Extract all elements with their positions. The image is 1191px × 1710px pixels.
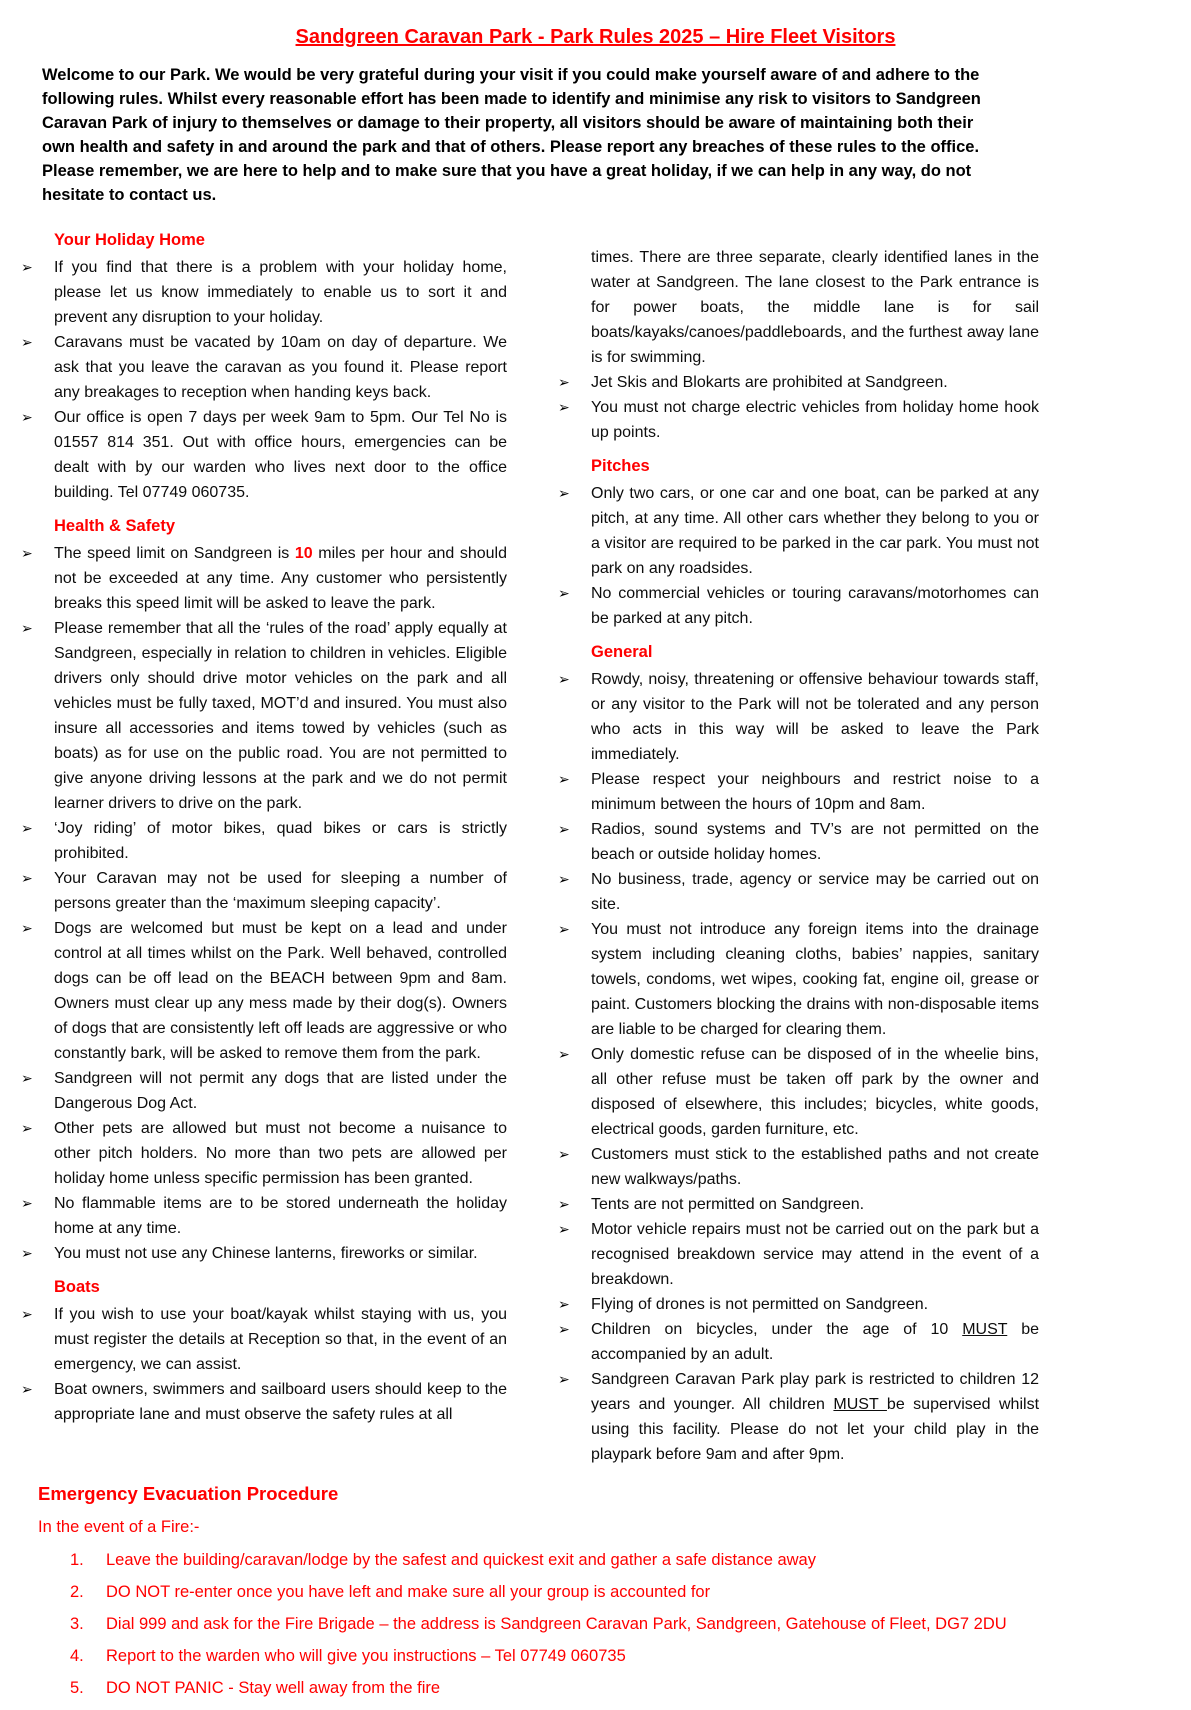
arrow-bullet-icon: ➢: [21, 920, 33, 936]
fire-note: In the event of a Fire:-: [38, 1518, 200, 1536]
step-number: 2.: [70, 1583, 84, 1601]
rule-item: [20, 616, 507, 816]
step-text: Dial 999 and ask for the Fire Brigade – the address is Sandgreen Caravan Park, Sandgreen, Gatehouse of Fleet, DG7 2DU: [106, 1615, 1007, 1633]
step-number: 1.: [70, 1551, 84, 1569]
section-heading: General: [591, 643, 653, 661]
rule-item: [557, 370, 1039, 395]
evacuation-steps: [70, 1549, 1191, 1699]
arrow-bullet-icon: ➢: [558, 1046, 570, 1062]
arrow-bullet-icon: ➢: [558, 821, 570, 837]
section-heading: Pitches: [591, 457, 650, 475]
rule-item: [20, 1116, 507, 1191]
rule-text: Flying of drones is not permitted on Sandgreen.: [591, 1296, 929, 1313]
rule-text: times. There are three separate, clearly identified lanes in the water at Sandgreen. The lane closest to the Park entrance is for power boats, the middle lane is for sail boats/kayaks/canoes/paddleboards, and the furthest away lane is for swimming.: [591, 249, 1039, 366]
arrow-bullet-icon: ➢: [558, 485, 570, 501]
arrow-bullet-icon: ➢: [558, 1321, 570, 1337]
arrow-bullet-icon: ➢: [21, 545, 33, 561]
arrow-bullet-icon: ➢: [21, 820, 33, 836]
step-number: 3.: [70, 1615, 84, 1633]
arrow-bullet-icon: ➢: [21, 334, 33, 350]
emergency-heading: Emergency Evacuation Procedure: [38, 1483, 339, 1504]
rule-text: Motor vehicle repairs must not be carried out on the park but a recognised breakdown service may attend in the event of a breakdown.: [591, 1221, 1039, 1288]
step-text: Report to the warden who will give you instructions – Tel 07749 060735: [106, 1647, 626, 1665]
rule-text: You must not charge electric vehicles from holiday home hook up points.: [591, 399, 1039, 441]
rule-text: Radios, sound systems and TV’s are not permitted on the beach or outside holiday homes.: [591, 821, 1039, 863]
section-heading: Your Holiday Home: [54, 231, 205, 249]
arrow-bullet-icon: ➢: [21, 1120, 33, 1136]
rule-item: [20, 816, 507, 866]
section-heading: Boats: [54, 1278, 100, 1296]
arrow-bullet-icon: ➢: [21, 1381, 33, 1397]
rule-item: [20, 405, 507, 505]
rule-item: [557, 581, 1039, 631]
rule-continuation: [557, 245, 1039, 370]
evacuation-step: [70, 1581, 1191, 1603]
document-page: [0, 26, 1191, 1710]
rule-text: Boat owners, swimmers and sailboard users should keep to the appropriate lane and must observe the safety rules at all: [54, 1381, 507, 1423]
arrow-bullet-icon: ➢: [558, 399, 570, 415]
arrow-bullet-icon: ➢: [558, 1371, 570, 1387]
rule-item: [557, 1192, 1039, 1217]
rule-text: Our office is open 7 days per week 9am to 5pm. Our Tel No is 01557 814 351. Out with office hours, emergencies can be dealt with by our warden who lives next door to the office building. Tel 07749 060735.: [54, 409, 507, 501]
rule-text: The speed limit on Sandgreen is 10 miles per hour and should not be exceeded at any time. Any customer who persistently breaks this speed limit will be asked to leave the park.: [54, 545, 507, 612]
arrow-bullet-icon: ➢: [558, 585, 570, 601]
arrow-bullet-icon: ➢: [558, 1221, 570, 1237]
step-number: 5.: [70, 1679, 84, 1697]
rule-text: No commercial vehicles or touring caravans/motorhomes can be parked at any pitch.: [591, 585, 1039, 627]
rule-text: Tents are not permitted on Sandgreen.: [591, 1196, 865, 1213]
rule-text: No business, trade, agency or service may be carried out on site.: [591, 871, 1039, 913]
rule-text: Other pets are allowed but must not become a nuisance to other pitch holders. No more than two pets are allowed per holiday home unless specific permission has been granted.: [54, 1120, 507, 1187]
rule-item: [557, 817, 1039, 867]
rule-text: Dogs are welcomed but must be kept on a lead and under control at all times whilst on the Park. Well behaved, controlled dogs can be off lead on the BEACH between 9pm and 8am. Owners must clear up any mess made by their dog(s). Owners of dogs that are consistently left off leads are aggressive or who constantly bark, will be asked to remove them from the park.: [54, 920, 507, 1062]
intro-paragraph: Welcome to our Park. We would be very grateful during your visit if you could make yourself aware of and adhere to the following rules. Whilst every reasonable effort has been made to identify and minimise any risk to visitors to Sandgreen Caravan Park of injury to themselves or damage to their property, all visitors should be aware of maintaining both their own health and safety in and around the park and that of others. Please report any breaches of these rules to the office. Please remember, we are here to help and to make sure that you have a great holiday, if we can help in any way, do not hesitate to contact us.: [42, 66, 981, 204]
rule-item: [20, 1066, 507, 1116]
rule-text: Jet Skis and Blokarts are prohibited at Sandgreen.: [591, 374, 948, 391]
rule-text: No flammable items are to be stored underneath the holiday home at any time.: [54, 1195, 507, 1237]
evacuation-step: [70, 1549, 1191, 1571]
rule-item: [557, 481, 1039, 581]
rule-item: [20, 330, 507, 405]
rule-item: [557, 767, 1039, 817]
rule-item: [557, 667, 1039, 767]
rule-text: Customers must stick to the established paths and not create new walkways/paths.: [591, 1146, 1039, 1188]
right-column: [557, 219, 1039, 1467]
rule-item: [557, 867, 1039, 917]
arrow-bullet-icon: ➢: [558, 771, 570, 787]
step-text: Leave the building/caravan/lodge by the safest and quickest exit and gather a safe distance away: [106, 1551, 816, 1569]
arrow-bullet-icon: ➢: [558, 921, 570, 937]
arrow-bullet-icon: ➢: [21, 1306, 33, 1322]
step-number: 4.: [70, 1647, 84, 1665]
rule-item: [20, 866, 507, 916]
page-title: Sandgreen Caravan Park - Park Rules 2025 – Hire Fleet Visitors: [295, 26, 896, 48]
step-text: DO NOT PANIC - Stay well away from the fire: [106, 1679, 441, 1697]
rule-item: [20, 541, 507, 616]
rule-text: You must not introduce any foreign items into the drainage system including cleaning cloths, babies’ nappies, sanitary towels, condoms, wet wipes, cooking fat, engine oil, grease or paint. Customers blocking the drains with non-disposable items are liable to be charged for clearing them.: [591, 921, 1039, 1038]
rule-item: [20, 1241, 507, 1266]
left-column: [20, 219, 507, 1427]
rule-text: Rowdy, noisy, threatening or offensive behaviour towards staff, or any visitor to the Park will not be tolerated and any person who acts in this way will be asked to leave the Park immediately.: [591, 671, 1039, 763]
rule-item: [20, 255, 507, 330]
arrow-bullet-icon: ➢: [558, 1196, 570, 1212]
rule-text: Sandgreen will not permit any dogs that are listed under the Dangerous Dog Act.: [54, 1070, 507, 1112]
rule-text: Please respect your neighbours and restrict noise to a minimum between the hours of 10pm and 8am.: [591, 771, 1039, 813]
arrow-bullet-icon: ➢: [21, 870, 33, 886]
rule-item: [557, 1317, 1039, 1367]
evacuation-step: [70, 1613, 1191, 1635]
arrow-bullet-icon: ➢: [21, 1195, 33, 1211]
evacuation-step: [70, 1677, 1191, 1699]
rule-item: [20, 1302, 507, 1377]
arrow-bullet-icon: ➢: [21, 1070, 33, 1086]
rule-item: [20, 1377, 507, 1427]
arrow-bullet-icon: ➢: [558, 374, 570, 390]
rule-item: [557, 1042, 1039, 1142]
section-heading: Health & Safety: [54, 517, 176, 535]
arrow-bullet-icon: ➢: [558, 671, 570, 687]
rule-item: [557, 1142, 1039, 1192]
arrow-bullet-icon: ➢: [558, 1146, 570, 1162]
rule-item: [20, 916, 507, 1066]
arrow-bullet-icon: ➢: [21, 620, 33, 636]
arrow-bullet-icon: ➢: [21, 1245, 33, 1261]
rule-item: [557, 395, 1039, 445]
rule-item: [557, 1292, 1039, 1317]
arrow-bullet-icon: ➢: [21, 259, 33, 275]
rule-text: Please remember that all the ‘rules of the road’ apply equally at Sandgreen, especially in relation to children in vehicles. Eligible drivers only should drive motor vehicles on the park and all vehicles must be fully taxed, MOT’d and insured. You must also insure all accessories and items towed by vehicles (such as boats) as for use on the public road. You are not permitted to give anyone driving lessons at the park and we do not permit learner drivers to drive on the park.: [54, 620, 507, 812]
rule-text: Children on bicycles, under the age of 10 MUST be accompanied by an adult.: [591, 1321, 1039, 1363]
rule-text: You must not use any Chinese lanterns, fireworks or similar.: [54, 1245, 478, 1262]
rule-item: [557, 917, 1039, 1042]
rule-text: If you find that there is a problem with your holiday home, please let us know immediately to enable us to sort it and prevent any disruption to your holiday.: [54, 259, 507, 326]
arrow-bullet-icon: ➢: [558, 871, 570, 887]
rule-text: Your Caravan may not be used for sleeping a number of persons greater than the ‘maximum sleeping capacity’.: [54, 870, 507, 912]
rule-text: Caravans must be vacated by 10am on day of departure. We ask that you leave the caravan as you found it. Please report any breakages to reception when handing keys back.: [54, 334, 507, 401]
rule-item: [557, 1367, 1039, 1467]
evacuation-step: [70, 1645, 1191, 1667]
rule-text: Sandgreen Caravan Park play park is restricted to children 12 years and younger. All children MUST be supervised whilst using this facility. Please do not let your child play in the playpark before 9am and after 9pm.: [591, 1371, 1040, 1463]
rule-text: Only domestic refuse can be disposed of in the wheelie bins, all other refuse must be taken off park by the owner and disposed of elsewhere, this includes; bicycles, white goods, electrical goods, garden furniture, etc.: [591, 1046, 1039, 1138]
arrow-bullet-icon: ➢: [558, 1296, 570, 1312]
rule-item: [20, 1191, 507, 1241]
emergency-section: [38, 1481, 1191, 1699]
rule-item: [557, 1217, 1039, 1292]
rules-columns: [0, 219, 1191, 1467]
rule-text: Only two cars, or one car and one boat, can be parked at any pitch, at any time. All other cars whether they belong to you or a visitor are required to be parked in the car park. You must not park on any roadsides.: [591, 485, 1039, 577]
step-text: DO NOT re-enter once you have left and make sure all your group is accounted for: [106, 1583, 711, 1601]
rule-text: If you wish to use your boat/kayak whilst staying with us, you must register the details at Reception so that, in the event of an emergency, we can assist.: [54, 1306, 507, 1373]
rule-text: ‘Joy riding’ of motor bikes, quad bikes or cars is strictly prohibited.: [54, 820, 507, 862]
arrow-bullet-icon: ➢: [21, 409, 33, 425]
